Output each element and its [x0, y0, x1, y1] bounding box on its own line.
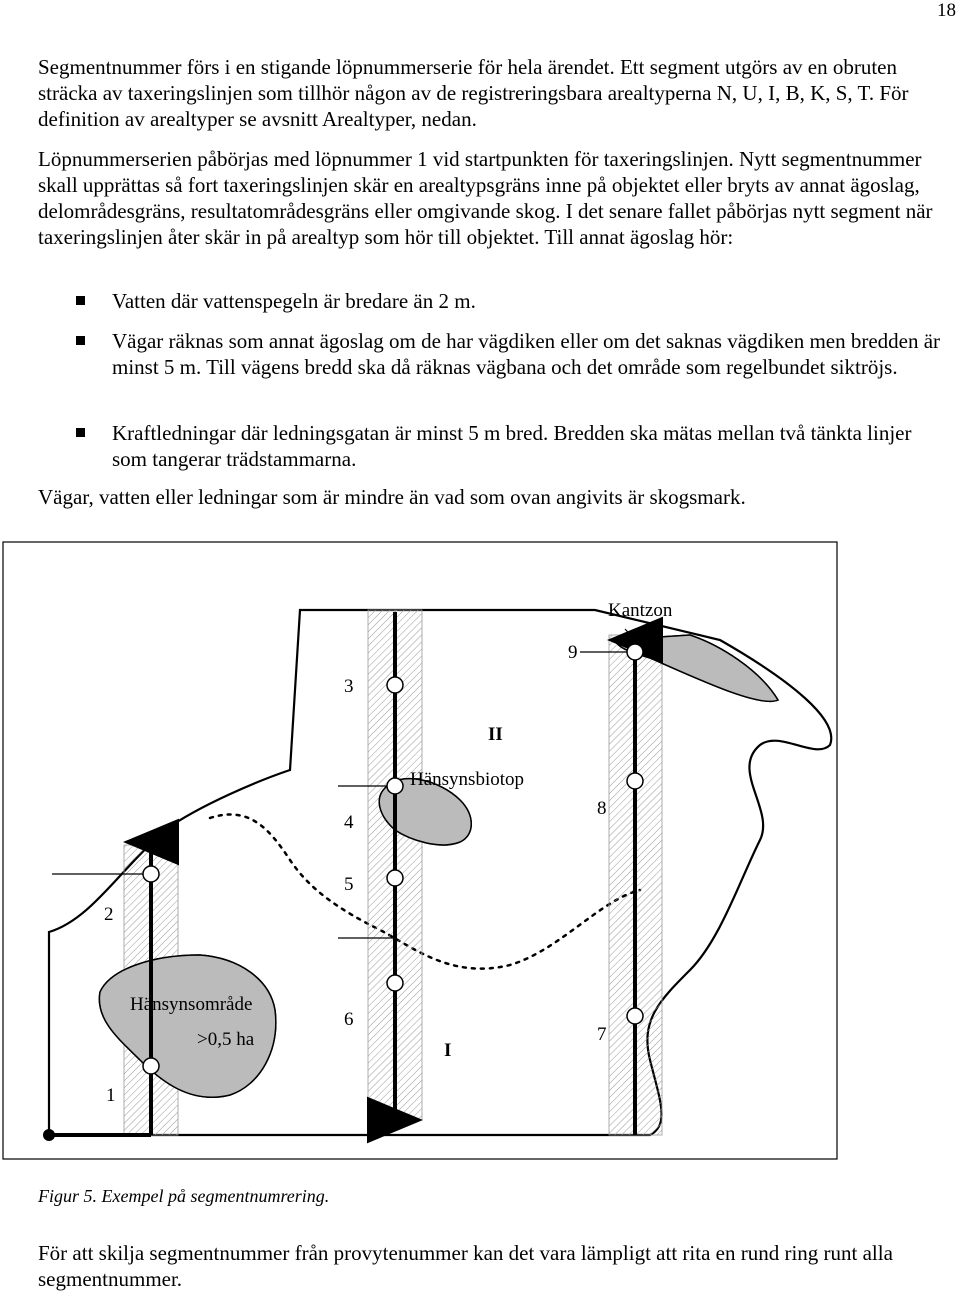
strip-hatch	[635, 635, 662, 1135]
paragraph-run-number-series: Löpnummerserien påbörjas med löpnummer 1 vid startpunkten för taxeringslinjen. Nytt segmentnummer skall upprättas så fort taxeringslinjen skär en arealtypsgräns inne på objektet eller bryts av annat ägoslag, delområdesgräns, resultatområdesgräns eller omgivande skog. I det senare fallet påbörjas nytt segment när taxeringslinjen åter skär in på arealtyp som hör till objektet. Till annat ägoslag hör:	[38, 147, 933, 249]
bullet-square-icon	[76, 296, 85, 305]
label-segment-1: 1	[106, 1085, 116, 1106]
label-segment-8: 8	[597, 798, 607, 819]
bullet-square-icon	[76, 336, 85, 345]
label-area-II: II	[488, 724, 503, 745]
label-segment-5: 5	[344, 874, 354, 895]
label-hansynsomrade: Hänsynsområde	[130, 994, 253, 1015]
label-area-I: I	[444, 1040, 452, 1061]
paragraph-forest-land: Vägar, vatten eller ledningar som är mindre än vad som ovan angivits är skogsmark.	[38, 485, 746, 509]
label-hansynsbiotop: Hänsynsbiotop	[410, 769, 524, 790]
label-kantzon: Kantzon	[608, 600, 673, 621]
segment-numbering-figure	[0, 540, 960, 1170]
label-segment-9: 9	[568, 642, 578, 663]
bullet-roads: Vägar räknas som annat ägoslag om de har vägdiken eller om det saknas vägdiken men bredden är minst 5 m. Till vägens bredd ska då räknas vägbana och det område som regelbundet siktröjs.	[112, 329, 941, 379]
bullet-square-icon	[76, 428, 85, 437]
label-segment-2: 2	[104, 904, 114, 925]
figure-caption: Figur 5. Exempel på segmentnumrering.	[38, 1186, 330, 1206]
label-segment-6: 6	[344, 1009, 354, 1030]
label-segment-3: 3	[344, 676, 354, 697]
label-segment-4: 4	[344, 812, 354, 833]
page-number: 18	[937, 0, 956, 21]
start-point	[43, 1129, 55, 1141]
paragraph-segment-numbering: Segmentnummer förs i en stigande löpnummerserie för hela ärendet. Ett segment utgörs av en obruten sträcka av taxeringslinjen som tillhör någon av de registreringsbara arealtyperna N, U, I, B, K, S, T. För definition av arealtyper se avsnitt Arealtyper, nedan.	[38, 55, 909, 131]
bullet-water: Vatten där vattenspegeln är bredare än 2 m.	[112, 289, 476, 313]
label-segment-7: 7	[597, 1024, 607, 1045]
strip-hatch	[609, 635, 635, 1135]
label-area-size: >0,5 ha	[197, 1029, 255, 1050]
bullet-power-lines: Kraftledningar där ledningsgatan är minst 5 m bred. Bredden ska mätas mellan två tänkta linjer som tangerar trädstammarna.	[112, 421, 912, 471]
paragraph-ring-numbers: För att skilja segmentnummer från provytenummer kan det vara lämpligt att rita en rund ring runt alla segmentnummer.	[38, 1241, 893, 1291]
